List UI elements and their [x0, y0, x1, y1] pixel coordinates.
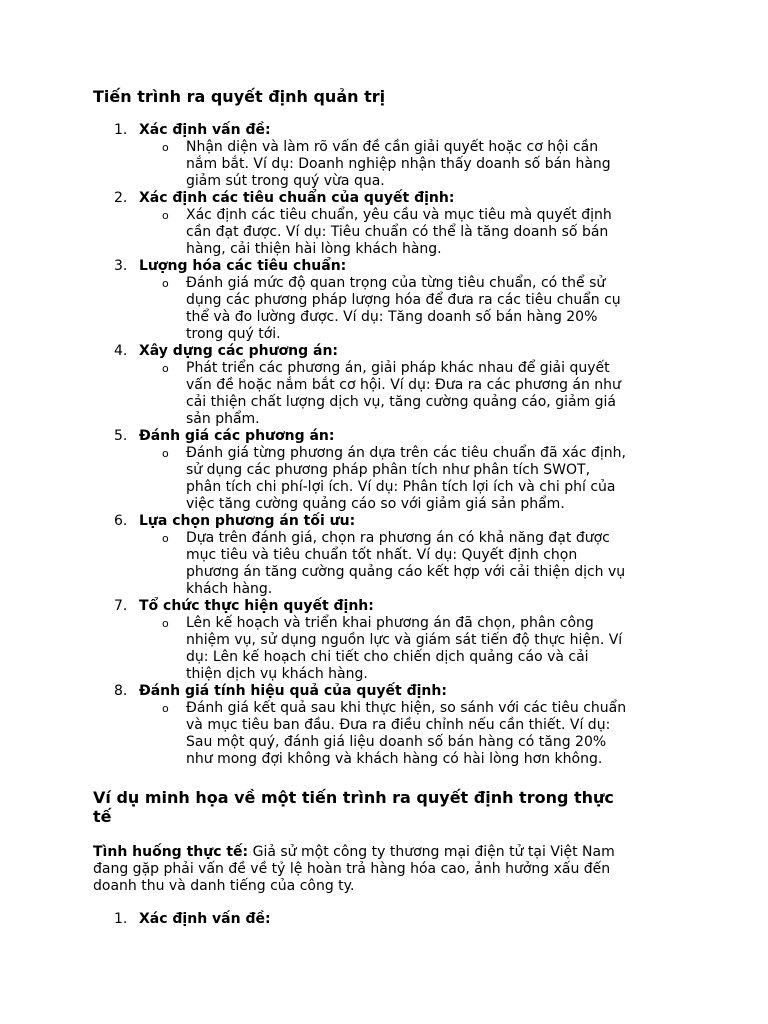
heading-example — [93, 788, 614, 826]
list-item — [0, 258, 768, 343]
heading-example-line: tế — [93, 807, 112, 826]
step-description-line: nhiệm vụ, sử dụng nguồn lực và giám sát tiến độ thực hiện. Ví — [186, 632, 623, 648]
situation-paragraph — [93, 844, 615, 895]
step-heading — [0, 428, 768, 445]
step-heading — [0, 911, 768, 928]
step-description — [0, 445, 768, 513]
step-description-line: Dựa trên đánh giá, chọn ra phương án có khả năng đạt được — [186, 530, 610, 546]
steps-list — [0, 122, 768, 768]
list-item — [0, 190, 768, 258]
step-number: 1. — [114, 122, 128, 138]
step-description-line: vấn đề hoặc nắm bắt cơ hội. Ví dụ: Đưa ra các phương án như — [186, 377, 621, 393]
list-item — [0, 343, 768, 428]
step-description-line: cần đạt được. Ví dụ: Tiêu chuẩn có thể là tăng doanh số bán — [186, 224, 609, 240]
step-number: 5. — [114, 428, 128, 444]
step-number: 6. — [114, 513, 128, 529]
bullet-icon: o — [162, 702, 169, 715]
step-description-line: Đánh giá từng phương án dựa trên các tiêu chuẩn đã xác định, — [186, 445, 626, 461]
bullet-icon: o — [162, 362, 169, 375]
step-heading — [0, 122, 768, 139]
situation-line — [93, 844, 615, 861]
step-title: Tổ chức thực hiện quyết định: — [139, 598, 374, 614]
step-description-line: cải thiện chất lượng dịch vụ, tăng cường quảng cáo, giảm giá — [186, 394, 617, 410]
step-title: Lựa chọn phương án tối ưu: — [139, 513, 356, 529]
step-heading — [0, 513, 768, 530]
step-description-line: Lên kế hoạch và triển khai phương án đã chọn, phân công — [186, 615, 594, 631]
step-description-line: Phát triển các phương án, giải pháp khác nhau để giải quyết — [186, 360, 610, 376]
step-description-line: việc tăng cường quảng cáo so với giảm giá sản phẩm. — [186, 496, 565, 512]
bullet-icon: o — [162, 209, 169, 222]
step-number: 7. — [114, 598, 128, 614]
step-description — [0, 139, 768, 190]
bullet-icon: o — [162, 617, 169, 630]
step-description — [0, 615, 768, 683]
situation-label: Tình huống thực tế: — [93, 844, 249, 860]
situation-text: Giả sử một công ty thương mại điện tử tại Việt Nam — [248, 844, 615, 860]
step-description — [0, 530, 768, 598]
example-steps-list — [0, 911, 768, 928]
step-description-line: Đánh giá kết quả sau khi thực hiện, so sánh với các tiêu chuẩn — [186, 700, 627, 716]
step-description — [0, 360, 768, 428]
list-item — [0, 683, 768, 768]
heading-example-line: Ví dụ minh họa về một tiến trình ra quyết định trong thực — [93, 788, 614, 807]
step-description-line: thiện dịch vụ khách hàng. — [186, 666, 368, 682]
step-description-line: Sau một quý, đánh giá liệu doanh số bán hàng có tăng 20% — [186, 734, 607, 750]
list-item — [0, 428, 768, 513]
step-description-line: khách hàng. — [186, 581, 273, 597]
step-description-line: hàng, cải thiện hài lòng khách hàng. — [186, 241, 442, 257]
step-number: 3. — [114, 258, 128, 274]
step-title: Đánh giá các phương án: — [139, 428, 335, 444]
step-description-line: giảm sút trong quý vừa qua. — [186, 173, 385, 189]
step-description-line: sử dụng các phương pháp phân tích như phân tích SWOT, — [186, 462, 591, 478]
step-description-line: Xác định các tiêu chuẩn, yêu cầu và mục tiêu mà quyết định — [186, 207, 612, 223]
step-description-line: mục tiêu và tiêu chuẩn tốt nhất. Ví dụ: Quyết định chọn — [186, 547, 578, 563]
step-description-line: dụ: Lên kế hoạch chi tiết cho chiến dịch quảng cáo và cải — [186, 649, 589, 665]
step-number: 4. — [114, 343, 128, 359]
step-title: Lượng hóa các tiêu chuẩn: — [139, 258, 347, 274]
step-number: 2. — [114, 190, 128, 206]
step-title: Xác định vấn đề: — [139, 122, 271, 138]
bullet-icon: o — [162, 447, 169, 460]
step-description-line: sản phẩm. — [186, 411, 260, 427]
step-title: Đánh giá tính hiệu quả của quyết định: — [139, 683, 447, 699]
step-heading — [0, 258, 768, 275]
situation-line: đang gặp phải vấn đề về tỷ lệ hoàn trả hàng hóa cao, ảnh hưởng xấu đến — [93, 861, 611, 877]
list-item — [0, 598, 768, 683]
step-description-line: dụng các phương pháp lượng hóa để đưa ra các tiêu chuẩn cụ — [186, 292, 621, 308]
step-heading — [0, 598, 768, 615]
step-heading — [0, 190, 768, 207]
situation-line: doanh thu và danh tiếng của công ty. — [93, 878, 355, 894]
list-item — [0, 911, 768, 928]
step-heading — [0, 343, 768, 360]
step-title: Xác định các tiêu chuẩn của quyết định: — [139, 190, 455, 206]
step-description — [0, 207, 768, 258]
step-description-line: phương án tăng cường quảng cáo kết hợp với cải thiện dịch vụ — [186, 564, 626, 580]
step-title: Xây dựng các phương án: — [139, 343, 339, 359]
step-description-line: trong quý tới. — [186, 326, 281, 342]
step-description-line: như mong đợi không và khách hàng có hài lòng hơn không. — [186, 751, 603, 767]
step-number: 1. — [114, 911, 128, 927]
bullet-icon: o — [162, 532, 169, 545]
step-description-line: nắm bắt. Ví dụ: Doanh nghiệp nhận thấy doanh số bán hàng — [186, 156, 611, 172]
list-item — [0, 513, 768, 598]
heading-decision-process: Tiến trình ra quyết định quản trị — [93, 87, 386, 106]
step-description-line: Nhận diện và làm rõ vấn đề cần giải quyết hoặc cơ hội cần — [186, 139, 599, 155]
step-description-line: Đánh giá mức độ quan trọng của từng tiêu chuẩn, có thể sử — [186, 275, 606, 291]
step-heading — [0, 683, 768, 700]
step-description — [0, 275, 768, 343]
step-description-line: phân tích chi phí-lợi ích. Ví dụ: Phân tích lợi ích và chi phí của — [186, 479, 616, 495]
list-item — [0, 122, 768, 190]
step-number: 8. — [114, 683, 128, 699]
step-description-line: thể và đo lường được. Ví dụ: Tăng doanh số bán hàng 20% — [186, 309, 598, 325]
step-description — [0, 700, 768, 768]
step-description-line: và mục tiêu ban đầu. Đưa ra điều chỉnh nếu cần thiết. Ví dụ: — [186, 717, 611, 733]
bullet-icon: o — [162, 141, 169, 154]
bullet-icon: o — [162, 277, 169, 290]
step-title: Xác định vấn đề: — [139, 911, 271, 927]
